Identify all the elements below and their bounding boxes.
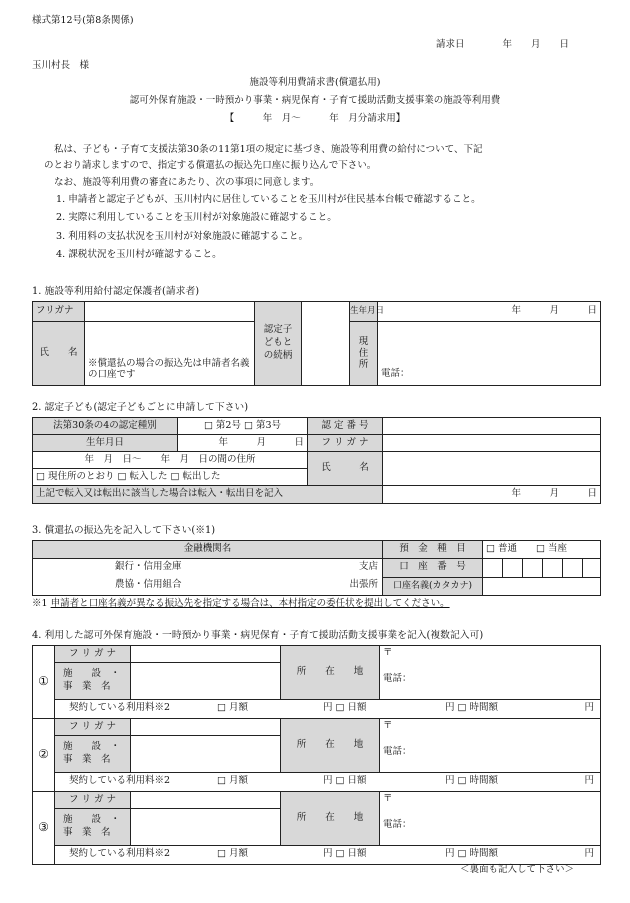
monthly-option[interactable]: □ 月額 (217, 848, 248, 859)
bank-name-header: 金融機関名 (33, 541, 383, 559)
monthly-option[interactable]: □ 月額 (217, 775, 248, 786)
guardian-address-field[interactable] (378, 322, 601, 386)
payee-note: ※償還払の場合の振込先は申請者名義の口座です (88, 358, 250, 381)
facility-address-field[interactable] (380, 719, 601, 773)
consent-item-2: 2. 実際に利用していることを玉川村が対象施設に確認すること。 (56, 212, 337, 223)
child-furigana-field[interactable] (383, 435, 601, 452)
facility-table (32, 718, 601, 792)
child-table (32, 417, 601, 504)
fee-label: 契約している利用料※2 (69, 848, 171, 859)
monthly-option[interactable]: □ 月額 (217, 702, 248, 713)
section-2-heading: 2. 認定子ども(認定子どもごとに申請して下さい) (32, 402, 249, 413)
intro-paragraph-2: なお、施設等利用費の審査にあたり、次の事項に同意します。 (54, 177, 320, 188)
cert-number-field[interactable] (383, 418, 601, 435)
guardian-name-field[interactable] (85, 322, 255, 386)
guardian-furigana-label: フリガナ (33, 302, 85, 322)
facility-label-line2: 事 業 名 (63, 754, 111, 765)
request-date: 請求日 年 月 日 (436, 39, 570, 50)
yen-unit: 円 (584, 702, 594, 713)
postal-mark: 〒 (383, 647, 393, 658)
facility-name-field[interactable] (131, 809, 281, 846)
facility-name-label (55, 736, 131, 773)
account-digit-3[interactable] (523, 559, 543, 578)
facility-tel-label: 電話： (383, 745, 412, 757)
daily-option[interactable]: 円 □ 日額 (323, 775, 367, 786)
account-name-field[interactable] (483, 577, 601, 596)
bank-table (32, 540, 601, 596)
relation-text: 認定子どもとの続柄 (263, 324, 293, 361)
hourly-option[interactable]: 円 □ 時間額 (445, 775, 499, 786)
facility-name-label (55, 809, 131, 846)
child-name-label: 氏 名 (308, 452, 383, 486)
title-sub: 認可外保育施設・一時預かり事業・病児保育・子育て援助活動支援事業の施設等利用費 (129, 95, 501, 106)
facility-table (32, 645, 601, 719)
postal-mark: 〒 (383, 793, 393, 804)
child-name-field[interactable] (383, 452, 601, 486)
facility-number: ③ (33, 792, 55, 865)
facility-number: ② (33, 719, 55, 792)
account-digit-5[interactable] (563, 559, 583, 578)
account-digit-2[interactable] (503, 559, 523, 578)
facility-address-field[interactable] (380, 792, 601, 846)
move-date-field[interactable]: 年 月 日 (383, 486, 601, 504)
hourly-option[interactable]: 円 □ 時間額 (445, 702, 499, 713)
period-address-label: 年 月 日～ 年 月 日の間の住所 (33, 452, 308, 469)
account-digit-4[interactable] (543, 559, 563, 578)
hourly-option[interactable]: 円 □ 時間額 (445, 848, 499, 859)
yen-unit: 円 (584, 848, 594, 859)
facility-name-label (55, 663, 131, 700)
address-label-text: 現住所 (358, 335, 369, 371)
yen-unit: 円 (584, 775, 594, 786)
facility-name-field[interactable] (131, 736, 281, 773)
cert-number-label: 認 定 番 号 (308, 418, 383, 435)
facility-label-line2: 事 業 名 (63, 681, 111, 692)
period-title: 【 年 月～ 年 月分請求用】 (224, 113, 406, 124)
facility-furigana-field[interactable] (131, 792, 281, 809)
guardian-birth-field[interactable]: 年 月 日 (378, 302, 601, 322)
facility-label-line1: 施 設 ・ (63, 741, 121, 753)
facility-furigana-field[interactable] (131, 719, 281, 736)
address-label (350, 322, 378, 386)
mandate-note (32, 598, 450, 610)
back-side-note: ＜裏面も記入して下さい＞ (460, 864, 575, 875)
consent-item-3: 3. 利用料の支払状況を玉川村が対象施設に確認すること。 (56, 231, 309, 242)
facility-list (32, 645, 600, 865)
deposit-type-label: 預 金 種 目 (383, 541, 483, 559)
intro-paragraph-1b: のとおり請求しますので、指定する償還払の振込先口座に振り込んで下さい。 (44, 160, 377, 171)
facility-name-field[interactable] (131, 663, 281, 700)
guardian-birth-label: 生年月日 (350, 302, 378, 322)
branch-label-2: 出張所 (349, 579, 378, 590)
deposit-type-options[interactable]: □ 普通 □ 当座 (483, 541, 601, 559)
form-number: 様式第12号(第8条関係) (32, 15, 134, 26)
facility-location-label: 所 在 地 (281, 792, 380, 846)
account-number-label: 口 座 番 号 (383, 559, 483, 578)
consent-item-4: 4. 課税状況を玉川村が確認すること。 (56, 249, 222, 260)
consent-item-1: 1. 申請者と認定子どもが、玉川村内に居住していることを玉川村が住民基本台帳で確認すること。 (56, 194, 481, 205)
relation-label (255, 302, 302, 386)
section-1-heading: 1. 施設等利用給付認定保護者(請求者) (32, 286, 200, 297)
bank-type-2: 農協・信用組合 (115, 579, 182, 590)
child-birth-label: 生年月日 (33, 435, 178, 452)
fee-label: 契約している利用料※2 (69, 775, 171, 786)
facility-location-label: 所 在 地 (281, 719, 380, 773)
bank-name-field[interactable] (33, 559, 383, 596)
facility-location-label: 所 在 地 (281, 646, 380, 700)
guardian-table (32, 301, 601, 386)
facility-address-field[interactable] (380, 646, 601, 700)
facility-furigana-label: フ リ ガ ナ (55, 646, 131, 663)
postal-mark: 〒 (383, 720, 393, 731)
section-3-heading: 3. 償還払の振込先を記入して下さい(※1) (32, 525, 216, 536)
facility-table (32, 791, 601, 865)
address-options[interactable]: □ 現住所のとおり □ 転入した □ 転出した (33, 469, 308, 486)
guardian-furigana-field[interactable] (85, 302, 255, 322)
facility-label-line1: 施 設 ・ (63, 814, 121, 826)
facility-furigana-label: フ リ ガ ナ (55, 792, 131, 809)
account-name-label: 口座名義(カタカナ) (383, 577, 483, 596)
daily-option[interactable]: 円 □ 日額 (323, 848, 367, 859)
guardian-name-label: 氏 名 (33, 322, 85, 386)
cert-type-label: 法第30条の4の認定種別 (33, 418, 178, 435)
child-birth-field[interactable]: 年 月 日 (178, 435, 308, 452)
facility-number: ① (33, 646, 55, 719)
account-digit-1[interactable] (483, 559, 503, 578)
facility-label-line2: 事 業 名 (63, 827, 111, 838)
guardian-tel-label: 電話： (381, 368, 410, 380)
cert-type-options[interactable]: □ 第2号 □ 第3号 (178, 418, 308, 435)
mandate-note-text: ※1 申請者と口座名義が異なる振込先を指定する場合は、本村指定の委任状を提出してください。 (32, 598, 450, 609)
bank-type-1: 銀行・信用金庫 (115, 561, 182, 572)
fee-row (55, 846, 601, 865)
relation-field[interactable] (302, 302, 350, 386)
branch-label-1: 支店 (358, 561, 378, 572)
account-digit-6[interactable] (583, 559, 601, 578)
title-main: 施設等利用費請求書(償還払用) (249, 77, 381, 88)
intro-paragraph-1a: 私は、子ども・子育て支援法第30条の11第1項の規定に基づき、施設等利用費の給付について、下記 (54, 144, 483, 155)
facility-furigana-label: フ リ ガ ナ (55, 719, 131, 736)
move-date-note: 上記で転入又は転出に該当した場合は転入・転出日を記入 (33, 486, 383, 504)
daily-option[interactable]: 円 □ 日額 (323, 702, 367, 713)
fee-row (55, 773, 601, 792)
facility-tel-label: 電話： (383, 672, 412, 684)
fee-row (55, 700, 601, 719)
addressee: 玉川村長 様 (32, 60, 90, 71)
fee-label: 契約している利用料※2 (69, 702, 171, 713)
facility-furigana-field[interactable] (131, 646, 281, 663)
section-4-heading: 4. 利用した認可外保育施設・一時預かり事業・病児保育・子育て援助活動支援事業を記入(複数記入可) (32, 630, 484, 641)
facility-tel-label: 電話： (383, 818, 412, 830)
child-furigana-label: フ リ ガ ナ (308, 435, 383, 452)
facility-label-line1: 施 設 ・ (63, 668, 121, 680)
